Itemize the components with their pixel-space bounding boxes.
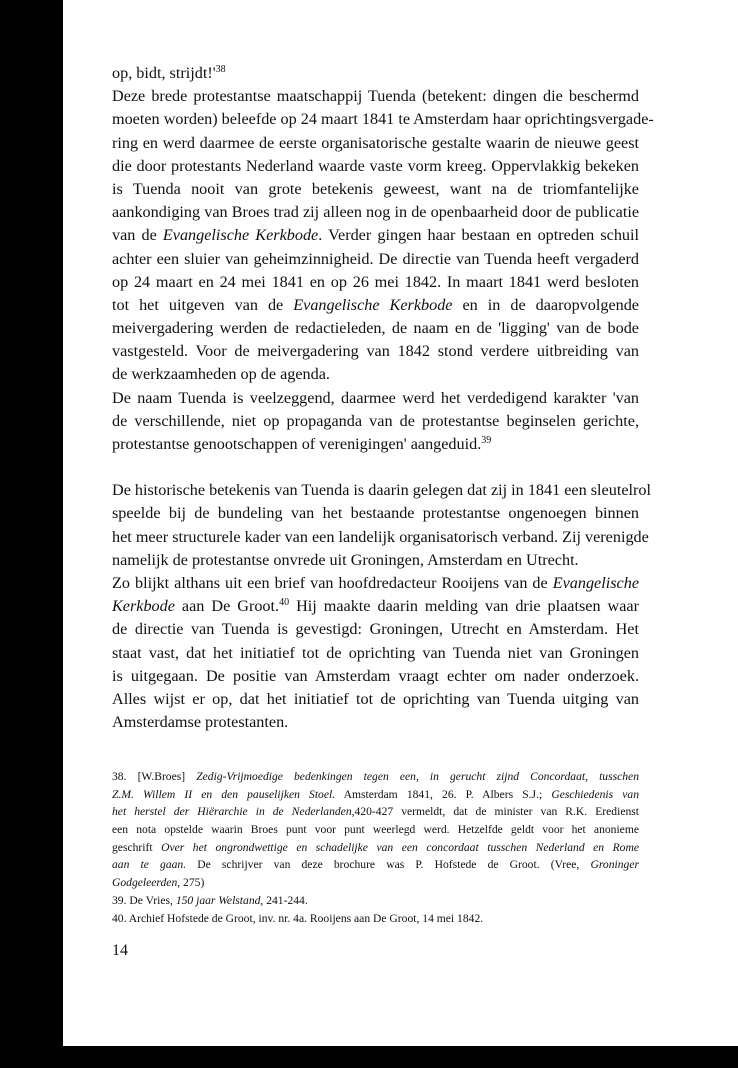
text-line: staat vast, dat het initiatief tot de oprichting van Tuenda niet van Groningen — [112, 643, 639, 662]
text-line: van de Evangelische Kerkbode. Verder gingen haar bestaan en optreden schuil — [112, 226, 640, 245]
text-line: moeten worden) beleefde op 24 maart 1841 te Amsterdam haar oprichtingsvergade- — [112, 110, 654, 129]
text-line: speelde bij de bundeling van het bestaande protestantse ongenoegen binnen — [112, 504, 639, 523]
footnotes — [112, 768, 639, 927]
text-line: namelijk de protestantse onvrede uit Groningen, Amsterdam en Utrecht. — [112, 550, 579, 569]
text-line: aankondiging van Broes trad zij alleen nog in de openbaarheid door de publicatie — [112, 203, 639, 222]
text-line: Deze brede protestantse maatschappij Tuenda (betekent: dingen die beschermd — [112, 87, 639, 106]
footnote-line: 39. De Vries, 150 jaar Welstand, 241-244. — [112, 893, 308, 907]
text-line: de verschillende, niet op propaganda van de protestantse beginselen gerichte, — [112, 411, 639, 430]
text-line: op, bidt, $strijdt!'^{38}$ — [112, 64, 226, 82]
text-line: tot het uitgeven van de Evangelische Kerkbode en in de daaropvolgende — [112, 295, 639, 314]
text-line: de werkzaamheden op de agenda. — [112, 365, 330, 384]
text-line: Kerkbode aan De Groot.$^{40}$ Hij maakte daarin melding van drie plaatsen waar — [112, 597, 639, 616]
footnote-line: 40. Archief Hofstede de Groot, inv. nr. 4a. Rooijens aan De Groot, 14 mei 1842. — [112, 911, 484, 925]
text-line: protestantse genootschappen of verenigingen' aangeduid.$^{39}$ — [112, 435, 492, 453]
text-line: De naam Tuenda is veelzeggend, daarmee werd het verdedigend karakter 'van — [112, 388, 639, 407]
text-line: Alles wijst er op, dat het initiatief tot de oprichting van Tuenda uitging van — [112, 689, 639, 708]
scan-border-left — [0, 0, 63, 1068]
footnote-line: geschrift Over het ongrondwettige en schadelijke van een concordaat tusschen Nederland en Rome — [112, 840, 639, 854]
footnote-line: Godgeleerden, 275) — [112, 876, 205, 890]
text-line: meivergadering werden de redactieleden, de naam en de 'ligging' van de bode — [112, 319, 639, 338]
footnote-line: het herstel der Hiërarchie in de Nederlanden,420-427 vermeldt, dat de minister van R.K. Eredienst — [112, 805, 639, 819]
page-number: 14 — [112, 942, 128, 959]
text-line: die door protestants Nederland waarde vaste vorm kreeg. Oppervlakkig bekeken — [112, 156, 639, 175]
scan-border-bottom — [0, 1046, 738, 1068]
text-line: De historische betekenis van Tuenda is daarin gelegen dat zij in 1841 een sleutelrol — [112, 481, 651, 500]
text-line: Amsterdamse protestanten. — [112, 713, 289, 732]
footnote-line: een nota opstelde waarin Broes punt voor punt weerlegd werd. Hetzelfde geldt voor het anonieme — [112, 823, 639, 837]
footnote-ref: 38 — [215, 64, 226, 75]
footnote-line: Z.M. Willem II en den pauselijken Stoel. Amsterdam 1841, 26. P. Albers S.J.; Geschiedenis van — [112, 787, 640, 801]
footnote-ref: 40 — [279, 597, 290, 609]
footnote-ref: 39 — [481, 435, 492, 446]
text-line: is uitgegaan. De positie van Amsterdam vraagt echter om nader onderzoek. — [112, 666, 639, 685]
text-line: het meer structurele kader van een landelijk organisatorisch verband. Zij verenigde — [112, 527, 649, 546]
text-line: vastgesteld. Voor de meivergadering van 1842 stond verdere uitbreiding van — [112, 342, 639, 361]
footnote-line: 38. [W.Broes] Zedig-Vrijmoedige bedenkingen tegen een, in gerucht zijnd Concordaat, tusschen — [112, 770, 639, 783]
body-text — [112, 62, 654, 734]
text-line: ring en werd daarmee de eerste organisatorische gestalte waarin de nieuwe geest — [112, 133, 639, 152]
text-line: de directie van Tuenda is gevestigd: Groningen, Utrecht en Amsterdam. Het — [112, 620, 639, 639]
footnote-line: aan te gaan. De schrijver van deze brochure was P. Hofstede de Groot. (Vree, Groninger — [112, 858, 639, 872]
text-line: op 24 maart en 24 mei 1841 en op 26 mei 1842. In maart 1841 werd besloten — [112, 272, 639, 291]
text-line: Zo blijkt althans uit een brief van hoofdredacteur Rooijens van de Evangelische — [112, 573, 639, 592]
text-line: achter een sluier van geheimzinnigheid. De directie van Tuenda heeft vergaderd — [112, 249, 639, 268]
text-line: is Tuenda nooit van grote betekenis geweest, want na de triomfantelijke — [112, 179, 639, 198]
